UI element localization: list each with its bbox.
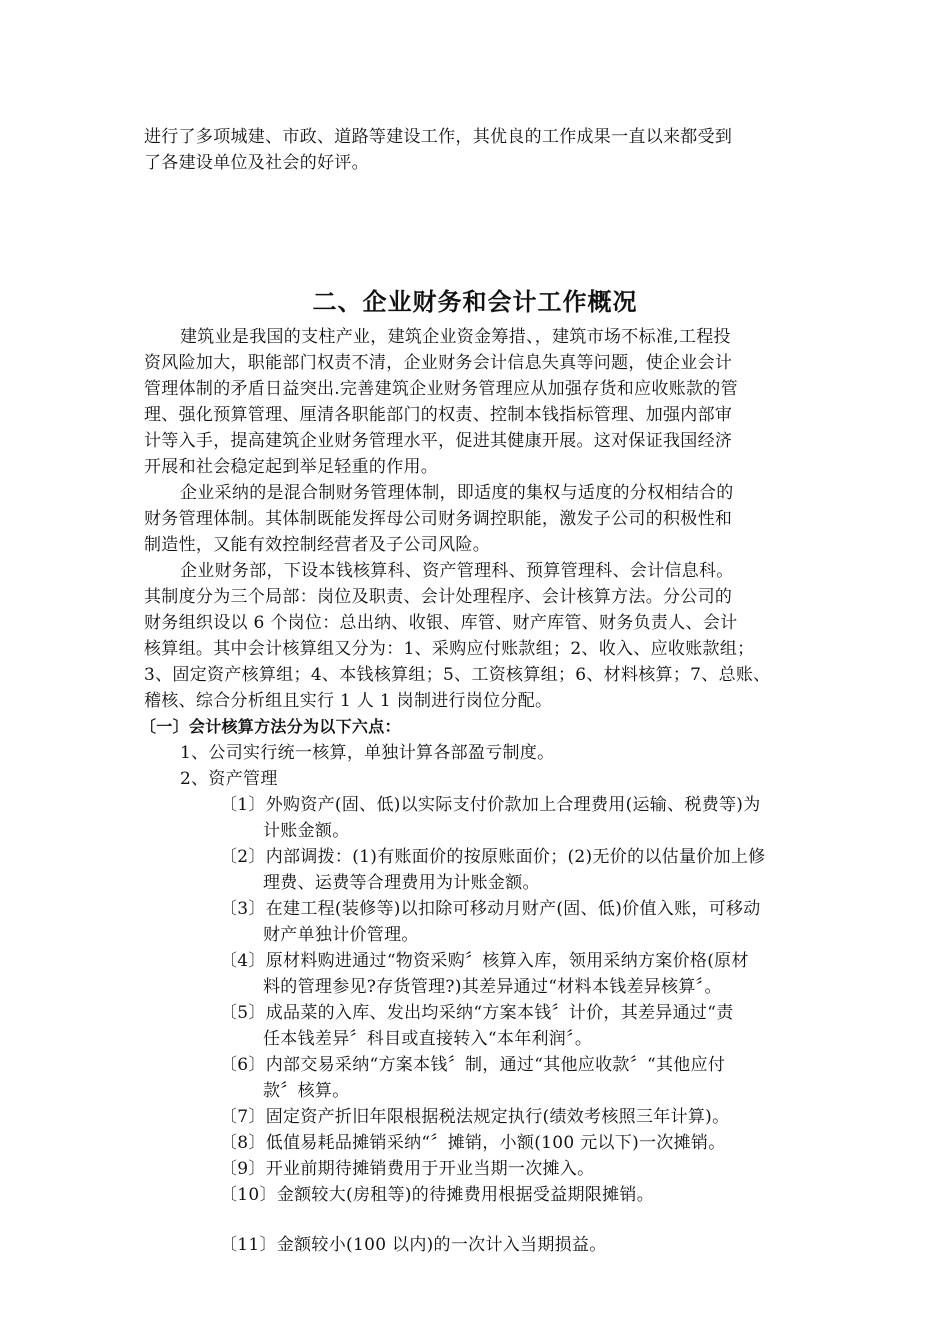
list-item: 〔7〕固定资产折旧年限根据税法规定执行(绩效考核照三年计算)。 (220, 1107, 730, 1127)
list-item: 〔6〕内部交易采纳“方案本钱〞制，通过“其他应收款〞“其他应付 (220, 1055, 726, 1075)
list-item: 〔2〕内部调拨：(1)有账面价的按原账面价；(2)无价的以估量价加上修 (220, 847, 766, 867)
paragraph-line: 计等入手，提高建筑企业财务管理水平，促进其健康开展。这对保证我国经济 (144, 431, 733, 451)
paragraph-line: 开展和社会稳定起到举足轻重的作用。 (144, 457, 439, 477)
list-item: 〔10〕金额较大(房租等)的待摊费用根据受益期限摊销。 (220, 1185, 654, 1205)
paragraph-line: 建筑业是我国的支柱产业，建筑企业资金筹措、，建筑市场不标准,工程投 (180, 327, 731, 347)
list-item: 〔5〕成品菜的入库、发出均采纳“方案本钱〞计价，其差异通过“责 (220, 1003, 734, 1023)
paragraph-line: 3、固定资产核算组；4、本钱核算组；5、工资核算组；6、材料核算；7、总账、 (144, 665, 771, 685)
list-item: 〔9〕开业前期待摊销费用于开业当期一次摊入。 (220, 1159, 595, 1179)
list-item-continuation: 任本钱差异〞科目或直接转入“本年利润〞。 (263, 1029, 593, 1049)
paragraph-line: 企业财务部，下设本钱核算科、资产管理科、预算管理科、会计信息科。 (180, 561, 734, 581)
paragraph-line: 核算组。其中会计核算组又分为：1、采购应付账款组；2、收入、应收账款组； (144, 639, 755, 659)
paragraph-line: 理、强化预算管理、厘清各职能部门的权责、控制本钱指标管理、加强内部审 (144, 405, 733, 425)
paragraph-line: 其制度分为三个局部：岗位及职责、会计处理程序、会计核算方法。分公司的 (144, 587, 733, 607)
paragraph-line: 财务管理体制。其体制既能发挥母公司财务调控职能，激发子公司的积极性和 (144, 509, 733, 529)
list-item-continuation: 理费、运费等合理费用为计账金额。 (263, 873, 540, 893)
intro-line: 进行了多项城建、市政、道路等建设工作，其优良的工作成果一直以来都受到 (144, 127, 733, 147)
list-item-continuation: 料的管理参见?存货管理?)其差异通过“材料本钱差异核算〞。 (263, 977, 722, 997)
section-title: 二、企业财务和会计工作概况 (312, 288, 638, 316)
list-item: 〔8〕低值易耗品摊销采纳“〞摊销，小额(100 元以下)一次摊销。 (220, 1133, 726, 1153)
list-item: 〔1〕外购资产(固、低)以实际支付价款加上合理费用(运输、税费等)为 (220, 795, 761, 815)
paragraph-line: 资风险加大，职能部门权责不清，企业财务会计信息失真等问题，使企业会计 (144, 353, 733, 373)
list-item-continuation: 财产单独计价管理。 (263, 925, 419, 945)
list-item-continuation: 款〞核算。 (263, 1081, 350, 1101)
intro-line: 了各建设单位及社会的好评。 (144, 153, 369, 173)
subsection-heading: 〔一〕会计核算方法分为以下六点： (140, 717, 401, 736)
paragraph-line: 财务组织设以 6 个岗位：总出纳、收银、库管、财产库管、财务负责人、会计 (144, 613, 738, 633)
list-item-continuation: 计账金额。 (263, 821, 350, 841)
point-item: 1、公司实行统一核算，单独计算各部盈亏制度。 (180, 743, 555, 763)
list-item: 〔11〕金额较小(100 以内)的一次计入当期损益。 (220, 1235, 607, 1255)
paragraph-line: 制造性，又能有效控制经营者及子公司风险。 (144, 535, 490, 555)
paragraph-line: 管理体制的矛盾日益突出.完善建筑企业财务管理应从加强存货和应收账款的管 (144, 379, 738, 399)
list-item: 〔4〕原材料购进通过“物资采购〞核算入库，领用采纳方案价格(原材 (220, 951, 749, 971)
point-item: 2、资产管理 (180, 769, 278, 789)
paragraph-line: 稽核、综合分析组且实行 1 人 1 岗制进行岗位分配。 (144, 691, 553, 711)
paragraph-line: 企业采纳的是混合制财务管理体制，即适度的集权与适度的分权相结合的 (180, 483, 734, 503)
list-item: 〔3〕在建工程(装修等)以扣除可移动月财产(固、低)价值入账，可移动 (220, 899, 761, 919)
